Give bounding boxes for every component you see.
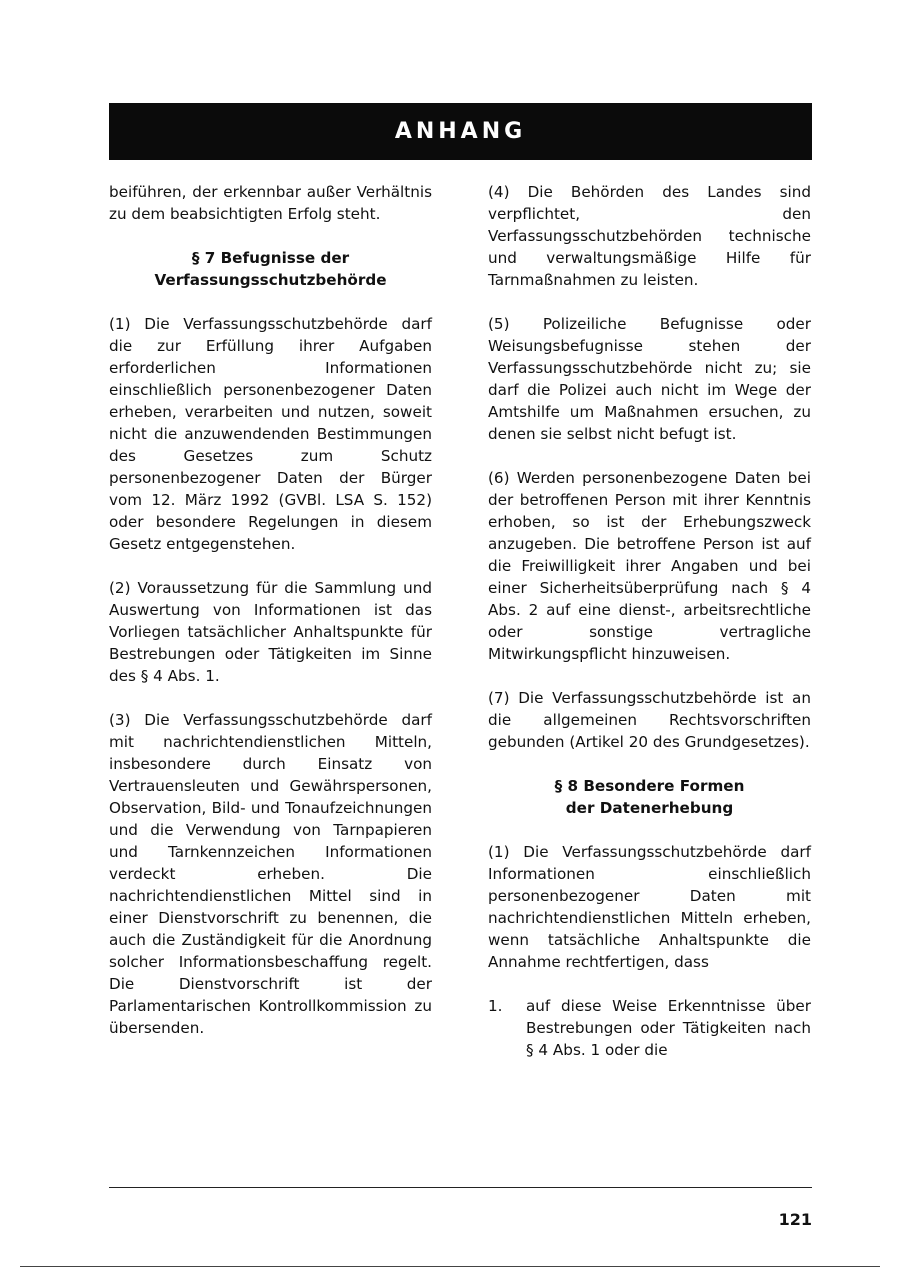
section-7-heading-line1: § 7 Befugnisse der xyxy=(191,249,350,267)
section-8-heading-line2: der Datenerhebung xyxy=(565,799,734,817)
page-number: 121 xyxy=(778,1210,812,1229)
section-7-paragraph-4: (4) Die Behörden des Landes sind verpflichtet, den Verfassungsschutzbehörden technische und verwaltungsmäßige Hilfe für Tarnmaßnahmen zu leisten. xyxy=(488,183,811,289)
section-7-paragraph-2: (2) Voraussetzung für die Sammlung und Auswertung von Informationen ist das Vorliegen tatsächlicher Anhaltspunkte für Bestrebungen oder Tätigkeiten im Sinne des § 4 Abs. 1. xyxy=(109,579,432,685)
section-7-paragraph-6: (6) Werden personenbezogene Daten bei der betroffenen Person mit ihrer Kenntnis erhoben, so ist der Erhebungszweck anzugeben. Die betroffene Person ist auf die Freiwilligkeit ihrer Angaben und bei einer Sicherheitsüberprüfung nach § 4 Abs. 2 auf eine dienst-, arbeitsrechtliche oder sonstige vertragliche Mitwirkungspflicht hinzuweisen. xyxy=(488,469,811,663)
list-item-text: auf diese Weise Erkenntnisse über Bestrebungen oder Tätigkeiten nach § 4 Abs. 1 oder die xyxy=(526,997,811,1059)
section-7-paragraph-5: (5) Polizeiliche Befugnisse oder Weisungsbefugnisse stehen der Verfassungsschutzbehörde nicht zu; sie darf die Polizei auch nicht im Wege der Amtshilfe um Maßnahmen ersuchen, zu denen sie selbst nicht befugt ist. xyxy=(488,315,811,443)
list-item xyxy=(488,995,811,1061)
section-7-paragraph-1: (1) Die Verfassungsschutzbehörde darf die zur Erfüllung ihrer Aufgaben erforderlichen Informationen einschließlich personenbezogener Daten erheben, verarbeiten und nutzen, soweit nicht die anzuwendenden Bestimmungen des Gesetzes zum Schutz personenbezogener Daten der Bürger vom 12. März 1992 (GVBl. LSA S. 152) oder besondere Regelungen in diesem Gesetz entgegenstehen. xyxy=(109,315,432,553)
section-7-paragraph-7: (7) Die Verfassungsschutzbehörde ist an die allgemeinen Rechtsvorschriften gebunden (Artikel 20 des Grundgesetzes). xyxy=(488,689,811,751)
section-7-heading-line2: Verfassungsschutzbehörde xyxy=(154,271,387,289)
appendix-header-bar xyxy=(109,103,812,160)
list-item-number: 1. xyxy=(488,997,503,1015)
section-8-heading-line1: § 8 Besondere Formen xyxy=(554,777,745,795)
footer-divider xyxy=(109,1187,812,1188)
section-7-paragraph-3: (3) Die Verfassungsschutzbehörde darf mit nachrichtendienstlichen Mitteln, insbesondere durch Einsatz von Vertrauensleuten und Gewährspersonen, Observation, Bild- und Tonaufzeichnungen und die Verwendung von Tarnpapieren und Tarnkennzeichen Informationen verdeckt erheben. Die nachrichtendienstlichen Mittel sind in einer Dienstvorschrift zu benennen, die auch die Zuständigkeit für die Anordnung solcher Informationsbeschaffung regelt. Die Dienstvorschrift ist der Parlamentarischen Kontrollkommission zu übersenden. xyxy=(109,711,432,1037)
continuation-paragraph: beiführen, der erkennbar außer Verhältnis zu dem beabsichtigten Erfolg steht. xyxy=(109,183,432,223)
section-7-heading xyxy=(109,247,432,291)
appendix-header-title: ANHANG xyxy=(394,119,527,144)
section-8-heading xyxy=(488,775,811,819)
section-8-paragraph-1: (1) Die Verfassungsschutzbehörde darf Informationen einschließlich personenbezogener Daten mit nachrichtendienstlichen Mitteln erheben, wenn tatsächliche Anhaltspunkte die Annahme rechtfertigen, dass xyxy=(488,843,811,971)
right-column xyxy=(488,181,811,1061)
left-column xyxy=(109,181,432,1039)
scan-edge-line xyxy=(20,1266,880,1267)
